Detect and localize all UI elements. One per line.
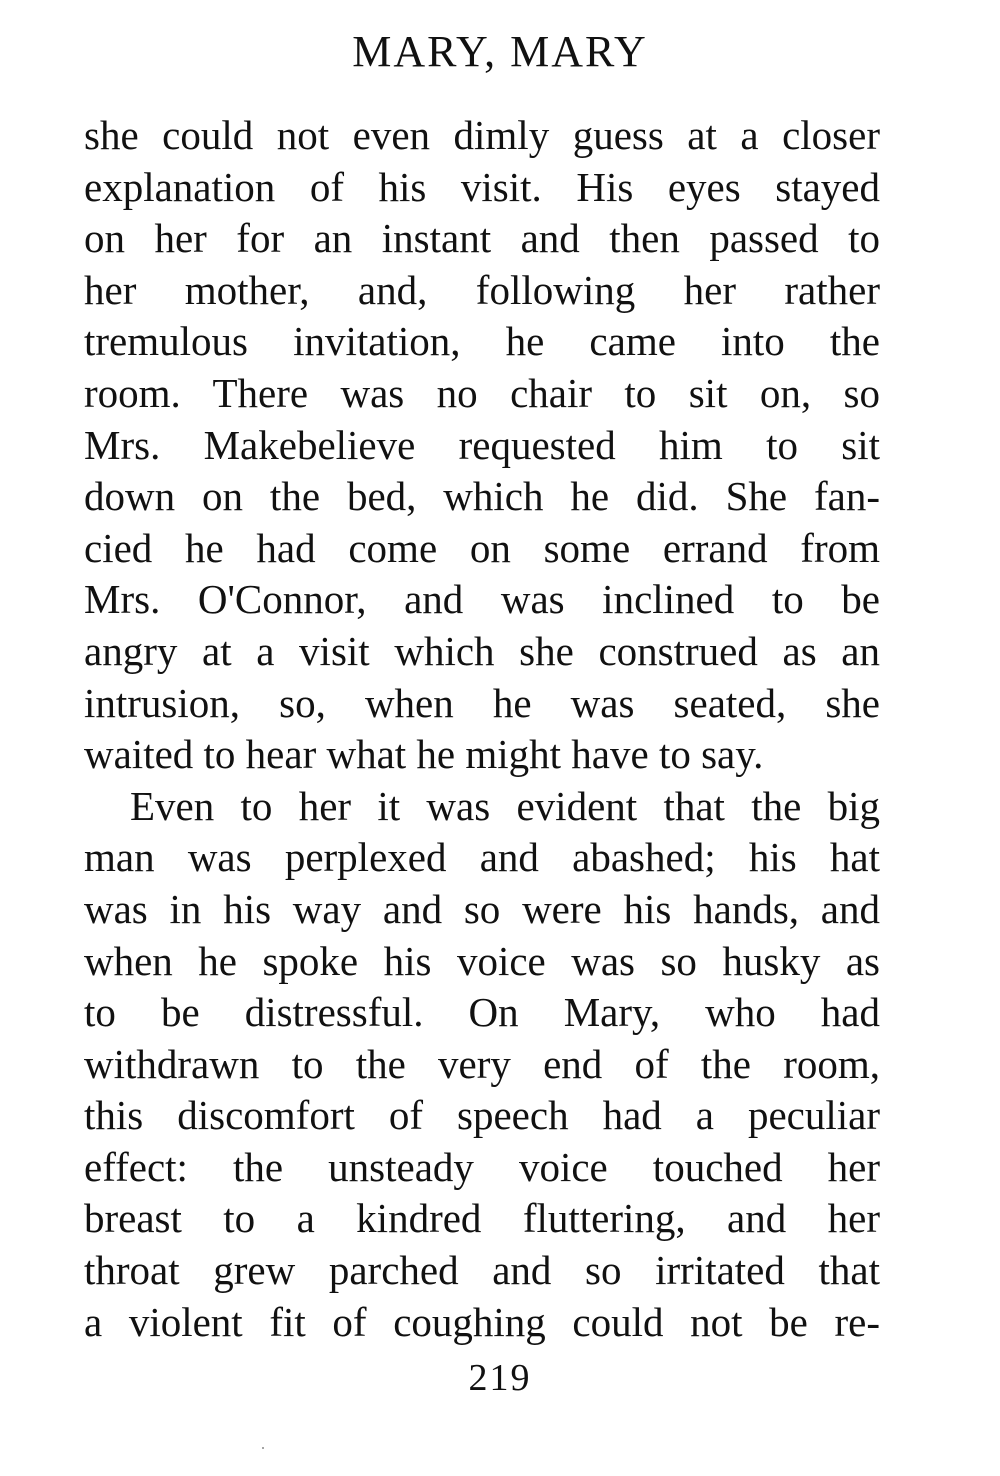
text-line: this discomfort of speech had a peculiar [84,1092,880,1139]
text-line: throat grew parched and so irritated that [84,1247,880,1294]
text-line: breast to a kindred fluttering, and her [84,1195,880,1242]
text-line: was in his way and so were his hands, and [84,885,880,932]
running-head: MARY, MARY [352,27,648,76]
print-speck [262,1447,264,1449]
text-line: Mrs. O'Connor, and was inclined to be [84,576,880,623]
paragraph-1 [84,110,880,781]
text-line: her mother, and, following her rather [84,266,880,313]
text-line: down on the bed, which he did. She fan- [84,473,880,520]
text-line: intrusion, so, when he was seated, she [84,679,880,726]
text-line: room. There was no chair to sit on, so [84,369,880,416]
body-text [84,110,880,1348]
text-line: withdrawn to the very end of the room, [84,1040,880,1087]
text-line: tremulous invitation, he came into the [84,318,880,365]
text-line: Mrs. Makebelieve requested him to sit [84,421,880,468]
text-line: waited to hear what he might have to say. [84,731,764,778]
paragraph-2 [84,781,880,1349]
text-line: explanation of his visit. His eyes stayed [84,163,880,210]
text-line: cied he had come on some errand from [84,524,880,571]
text-line: man was perplexed and abashed; his hat [84,834,880,881]
text-line: when he spoke his voice was so husky as [84,937,880,984]
text-line: angry at a visit which she construed as an [84,627,880,674]
text-line: Even to her it was evident that the big [130,782,880,829]
text-line: a violent fit of coughing could not be re- [84,1298,880,1345]
text-line: she could not even dimly guess at a closer [84,112,880,158]
page-number: 219 [468,1357,532,1399]
text-line: on her for an instant and then passed to [84,215,880,262]
text-line: effect: the unsteady voice touched her [84,1143,880,1190]
text-line: to be distressful. On Mary, who had [84,989,880,1036]
